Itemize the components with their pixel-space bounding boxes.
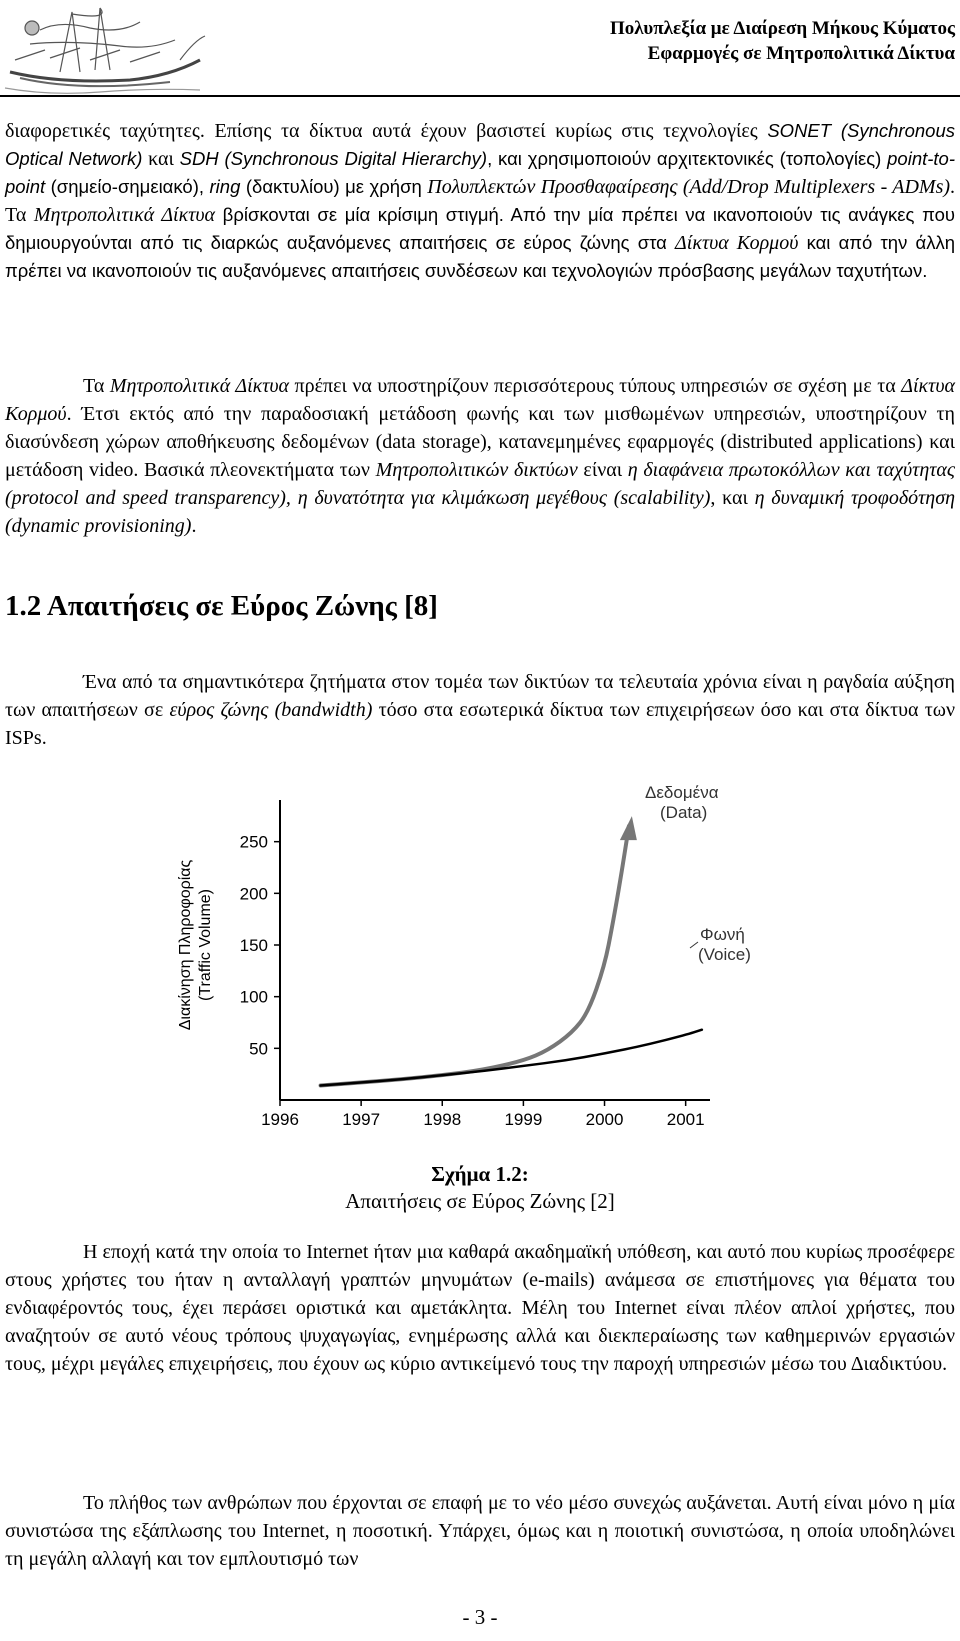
emphasis-bandwidth: εύρος ζώνης (bandwidth) xyxy=(169,699,373,721)
section-heading: 1.2 Απαιτήσεις σε Εύρος Ζώνης [8] xyxy=(5,590,438,622)
text-run: και από την άλλη πρέπει να ικανοποιούν τις αυξανόμενες απαιτήσεις συνδέσεων και τεχνολογιών πρόσβασης μεγάλων ταχυτήτων. xyxy=(5,232,956,281)
y-axis-label: Διακίνηση Πληροφορίας xyxy=(177,859,194,1031)
series-label-data-2: (Data) xyxy=(660,803,708,822)
text-run: διαφορετικές ταχύτητες. Επίσης τα δίκτυα αυτά έχουν βασιστεί κυρίως στις τεχνολογίες xyxy=(5,120,768,142)
paragraph-2 xyxy=(5,372,955,540)
text-run: (δακτυλίου) με χρήση xyxy=(240,176,428,197)
emphasis-transparency-scalability: η διαφάνεια πρωτοκόλλων και ταχύτητας (protocol and speed transparency), η δυνατότητα για κλιμάκωση μεγέθους (scalability) xyxy=(5,459,956,509)
figure-caption-text: Απαιτήσεις σε Εύρος Ζώνης [2] xyxy=(345,1189,615,1213)
header-title-line2: Εφαρμογές σε Μητροπολιτικά Δίκτυα xyxy=(647,43,955,64)
emphasis-point-to-point: point-to-point xyxy=(5,148,955,197)
emphasis-adms: Πολυπλεκτών Προσθαφαίρεσης (Add/Drop Multiplexers - ADMs) xyxy=(427,176,951,198)
ship-logo-icon xyxy=(0,0,210,100)
text-run: . Τα xyxy=(5,176,956,226)
text-run: , και χρησιμοποιούν αρχιτεκτονικές (τοπολογίες) xyxy=(487,148,888,169)
x-tick-label: 1997 xyxy=(342,1110,381,1129)
x-tick-label: 1999 xyxy=(504,1110,543,1129)
y-tick-label: 250 xyxy=(239,832,268,852)
header-divider xyxy=(0,95,960,97)
text-run: είναι xyxy=(577,459,628,481)
x-tick-label: 1996 xyxy=(261,1110,299,1129)
figure-caption xyxy=(0,1161,960,1215)
y-tick-label: 50 xyxy=(249,1039,268,1059)
figure-caption-label: Σχήμα 1.2: xyxy=(431,1162,529,1186)
paragraph-5: Το πλήθος των ανθρώπων που έρχονται σε επαφή με το νέο μέσο συνεχώς αυξάνεται. Αυτή είναι μόνο η μία συνιστώσα της εξάπλωσης του Internet, η ποσοτική. Υπάρχει, όμως και η ποιοτική συνιστώσα, η οποία υποδηλώνει τη μεγάλη αλλαγή και τον εμπλουτισμό των xyxy=(5,1492,955,1570)
voice-label-leader xyxy=(690,942,698,948)
text-run: . xyxy=(191,515,197,537)
text-run: Τα xyxy=(83,375,110,397)
bandwidth-growth-chart xyxy=(170,770,751,1152)
series-label-voice: Φωνή xyxy=(700,925,745,944)
page-number: - 3 - xyxy=(462,1605,498,1629)
emphasis-dynamic-provisioning: η δυναμική τροφοδότηση (dynamic provisioning) xyxy=(5,487,956,537)
emphasis-metro-networks-gen: Μητροπολιτικών δικτύων xyxy=(375,459,578,481)
x-tick-label: 2001 xyxy=(666,1110,705,1129)
y-tick-label: 200 xyxy=(239,884,268,904)
x-tick-label: 1998 xyxy=(423,1110,462,1129)
emphasis-ring: ring xyxy=(209,176,241,197)
emphasis-metro-networks: Μητροπολιτικά Δίκτυα xyxy=(109,375,290,397)
series-label-voice-2: (Voice) xyxy=(698,945,751,964)
header-title-line1: Πολυπλεξία με Διαίρεση Μήκους Κύματος xyxy=(610,18,955,39)
series-line-voice xyxy=(321,1030,702,1086)
text-run: , και xyxy=(710,487,755,509)
text-run: και xyxy=(142,148,180,170)
text-run: Ένα από τα σημαντικότερα ζητήματα στον τομέα των δικτύων τα τελευταία χρόνια είναι η ραγδαία αύξηση των απαιτήσεων σε xyxy=(5,671,955,721)
paragraph-3 xyxy=(5,668,955,752)
emphasis-core-networks: Δίκτυα Κορμού xyxy=(5,375,955,425)
text-run: πρέπει να υποστηρίζουν περισσότερους τύπους υπηρεσιών σε σχέση με τα xyxy=(289,375,902,397)
text-run: τόσο στα εσωτερικά δίκτυα των επιχειρήσεων όσο και στα δίκτυα των ISPs. xyxy=(5,699,955,749)
emphasis-metro-networks: Μητροπολιτικά Δίκτυα xyxy=(33,204,216,226)
y-axis-label-2: (Traffic Volume) xyxy=(197,888,214,1002)
y-tick-label: 100 xyxy=(239,987,268,1007)
data-arrowhead xyxy=(620,816,637,840)
emphasis-sonet: SONET (Synchronous Optical Network) xyxy=(5,120,955,169)
emphasis-core-networks: Δίκτυα Κορμού xyxy=(675,232,799,254)
emphasis-sdh: SDH (Synchronous Digital Hierarchy) xyxy=(179,148,488,169)
paragraph-4: Η εποχή κατά την οποία το Internet ήταν μια καθαρά ακαδημαϊκή υπόθεση, και αυτό που κυρίως προσέφερε στους χρήστες του ήταν η ανταλλαγή γραπτών μηνυμάτων (e-mails) ανάμεσα σε επιστήμονες για θέματα του ενδιαφέροντός τους, έχει περάσει οριστικά και αμετάκλητα. Μέλη του Internet είναι πλέον απλοί χρήστες, που αναζητούν σε αυτό νέους τρόπους ψυχαγωγίας, ενημέρωσης αλλά και διεκπεραίωσης των καθημερινών εργασιών τους, μέχρι μεγάλες επιχειρήσεις, που έχουν ως κύριο αντικείμενό τους την παροχή υπηρεσιών μέσω του Διαδικτύου. xyxy=(5,1241,955,1375)
text-run: (σημείο-σημειακό), xyxy=(45,176,210,197)
header-title xyxy=(230,16,955,66)
series-line-data xyxy=(321,826,629,1085)
text-run: βρίσκονται σε μία κρίσιμη στιγμή. Από την μία πρέπει να ικανοποιούν τις ανάγκες που δημιουργούνται από τις διαρκώς αυξανόμενες απαιτήσεις σε εύρος ζώνης στα xyxy=(5,204,955,253)
x-tick-label: 2000 xyxy=(585,1110,624,1129)
text-run: . Έτσι εκτός από την παραδοσιακή μετάδοση φωνής και των μισθωμένων υπηρεσιών, υποστηρίζουν τη διασύνδεση χώρων αποθήκευσης δεδομένων (data storage), κατανεμημένες εφαρμογές (distributed applications) και μετάδοση video. Βασικά πλεονεκτήματα των xyxy=(5,403,955,481)
y-tick-label: 150 xyxy=(239,936,268,955)
paragraph-1 xyxy=(5,117,955,285)
series-label-data: Δεδομένα xyxy=(645,783,719,802)
